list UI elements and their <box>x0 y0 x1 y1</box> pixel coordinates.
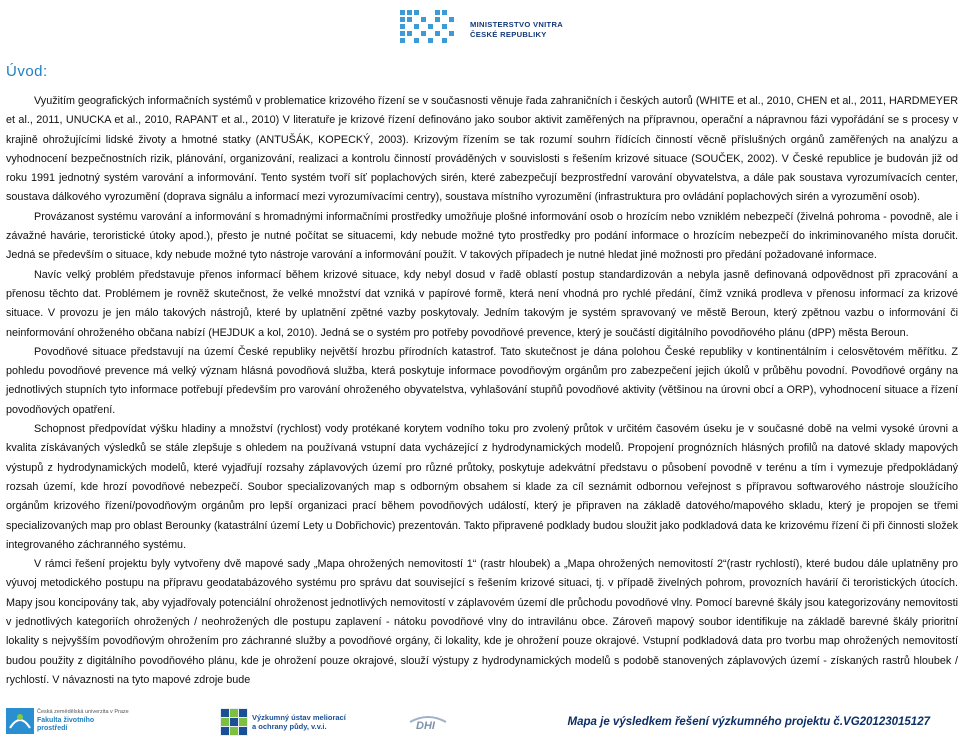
dhi-logo <box>408 714 448 736</box>
section-title: Úvod: <box>6 63 48 80</box>
vumop-text <box>252 713 346 731</box>
ministry-name <box>470 20 563 40</box>
paragraph: Navíc velký problém představuje přenos informací během krizové situace, kdy nebyl dosud v řadě oblastí postup standardizován a nebyla jasně definovaná odpovědnost při zpracování a přenosu těchto dat. Problémem je rovněž skutečnost, že velké množství dat vzniká v papírové formě, která není vhodná pro rychlé předání, čímž vzniká prodleva v přenosu informací za krizové situace. V provozu je jen málo takových nástrojů, které by uplatnění zpětné vazby poskytovaly. Jedním takovým je systém spravovaný ve městě Beroun, který zpětnou vazbu o informování či neinformování ohroženého občana nabízí (HEJDUK a kol, 2010). Jedná se o systém pro potřeby povodňové prevence, který je součástí digitálního povodňového plánu (dPP) města Beroun. <box>6 268 958 339</box>
fzp-badge-icon <box>6 708 34 734</box>
ministry-dots-icon <box>398 4 464 52</box>
project-caption: Mapa je výsledkem řešení výzkumného projektu č.VG20123015127 <box>567 716 930 728</box>
ministry-name-line2: ČESKÉ REPUBLIKY <box>470 30 547 39</box>
footer <box>0 700 960 738</box>
vumop-line2: a ochrany půdy, v.v.i. <box>252 722 327 731</box>
ministry-logo <box>398 4 564 52</box>
fzp-line3: prostředí <box>37 725 68 733</box>
paragraph: Provázanost systému varování a informování s hromadnými informačními prostředky umožňuje plošné informování osob o hrozícím nebo vzniklém nebezpečí (živelná pohroma - povodně, ale i závažné havárie, teroristické útoky apod.), přesto je nutné počítat se situacemi, kdy nebude možné tyto prostředky pro podání informace o hrozícím nebezpečí do inkriminovaného místa doručit. Jedná se především o situace, kdy nebude možné tyto nástroje varování a informování použít. V takových případech je nutné hledat jiné možnosti pro předání požadované informace. <box>6 210 958 262</box>
fzp-line1: Česká zemědělská univerzita v Praze <box>37 709 129 716</box>
vumop-grid-icon <box>220 708 248 736</box>
paragraph: Povodňové situace představují na území České republiky největší hrozbu přírodních katastrof. Tato skutečnost je dána polohou České republiky v kontinentálním i celosvětovém měřítku. Z pohledu povodňové prevence má velký význam hlásná povodňová služba, která poskytuje informace povodňovým orgánům pro zabezpečení jejich úkolů v průběhu povodní. Povodňové orgány na jednotlivých stupních tyto informace potřebují především pro varování ohroženého obyvatelstva, vyhlašování stupňů povodňové aktivity (většinou na úrovni obcí a ORP), vyhodnocení situace a řízení povodňových opatření. <box>6 345 958 416</box>
paragraph: V rámci řešení projektu byly vytvořeny dvě mapové sady „Mapa ohrožených nemovitostí 1“ (rastr hloubek) a „Mapa ohrožených nemovitostí 2“(rastr rychlostí), které budou dále uplatněny pro výuvoj metodického postupu na přípravu geodatabázového systému pro správu dat související s řešením krizové situaci, tj. v případě živelných pohrom, provozních havárií či teroristických útocích. Mapy jsou koncipovány tak, aby vyjadřovaly potenciální ohroženost jednotlivých nemovitostí v záplavovém území dle průchodu povodňové vlny. Pomocí barevné škály jsou kategorizovány nemovitosti v jednotlivých kategoriích ohrožených / neohrožených dle postupu zaplavení - nátoku povodňové vlny do intravilánu obce. Zároveň mapový soubor identifikuje na základě barevné škály prioritní lokality s nejvyšším povodňovým ohrožením pro záchranné služby a povodňové orgány, či lokality, kde je ohrožení pouze okrajové. Vstupní podkladová data pro tvorbu map ohrožených nemovitostí budou použity z digitálního povodňového plánu, kde je ohrožení pouze okrajové, slouží výstupy z hydrodynamických modelů s podobě stanovených záplavových území - získaných rastrů hloubek / rychlostí. V návaznosti na tyto mapové zdroje bude <box>6 558 958 686</box>
fzp-line2: Fakulta životního <box>37 716 95 724</box>
paragraph: Schopnost předpovídat výšku hladiny a množství (rychlost) vody protékané korytem vodního toku pro zvolený průtok v určitém časovém úseku je v současné době na velmi vysoké úrovni a kvalita získávaných výsledků se stále zlepšuje s ohledem na používaná vstupní data vycházející z hydrodynamických modelů. Propojení prognózních hlásných profilů na datové sklady mapových výstupů z hydrodynamických modelů, které vyjadřují rozsahy záplavových území pro různé průtoky, poskytuje adekvátní představu o působení povodně v terénu a tím i vymezuje předpokládaný rozsah území, kde hrozí povodňové nebezpečí. Soubor specializovaných map s odborným obsahem si klade za cíl seznámit odbornou veřejnost s přípravou softwarového nástroje sloužícího orgánům krizového řízení/povodňovým orgánům pro lepší organizaci prací během povodňových událostí, který je připraven na základě datového/mapového skladu, který je propojen se třemi specializovaných map pro oblast Berounky (katastrální území Lety u Dobřichovic) prezentován. Takto připravené podklady budou sloužit jako podkladová data ke krizovému řízení či při činnosti složek integrovaného záchranného systému. <box>6 423 958 551</box>
vumop-logo <box>220 708 346 736</box>
fzp-logo <box>6 708 129 734</box>
dhi-label: DHI <box>416 720 435 732</box>
paragraph: Využitím geografických informačních systémů v problematice krizového řízení se v současnosti věnuje řada zahraničních i českých autorů (WHITE et al., 2010, CHEN et al., 2011, HARDMEYER et al., 2011, UNUCKA et al., 2010, RAPANT et al., 2010) V literatuře je krizové řízení definováno jako soubor aktivit zaměřených na přípravnou, operační a nápravnou fázi vypořádání se s procesy v krajině ohrožujícími lidské životy a hmotné statky (ANTUŠÁK, KOPECKÝ, 2003). Krizovým řízením se tak rozumí souhrn řídících činností věcně příslušných orgánů zaměřených na analýzu a vyhodnocení bezpečnostních rizik, plánování, organizování, realizaci a kontrolu činností prováděných v souvislosti s řešením krizové situace (SOUČEK, 2002). V České republice je budován již od roku 1991 jednotný systém varování a informování. Tento systém tvoří síť poplachových sirén, které zabezpečují bezprostřední varování obyvatelstva, a dále pak soustava vyrozumívacích center, soustava dálkového vyrozumění (doprava signálu a informací mezi vyrozumívacími centry), soustava místního vyrozumění (infrastruktura pro ovládání poplachových sirén a vyrozumění osob). <box>6 95 958 204</box>
ministry-name-line1: MINISTERSTVO VNITRA <box>470 20 564 29</box>
document-body <box>6 92 958 690</box>
vumop-line1: Výzkumný ústav meliorací <box>252 713 346 722</box>
fzp-text <box>37 708 129 733</box>
